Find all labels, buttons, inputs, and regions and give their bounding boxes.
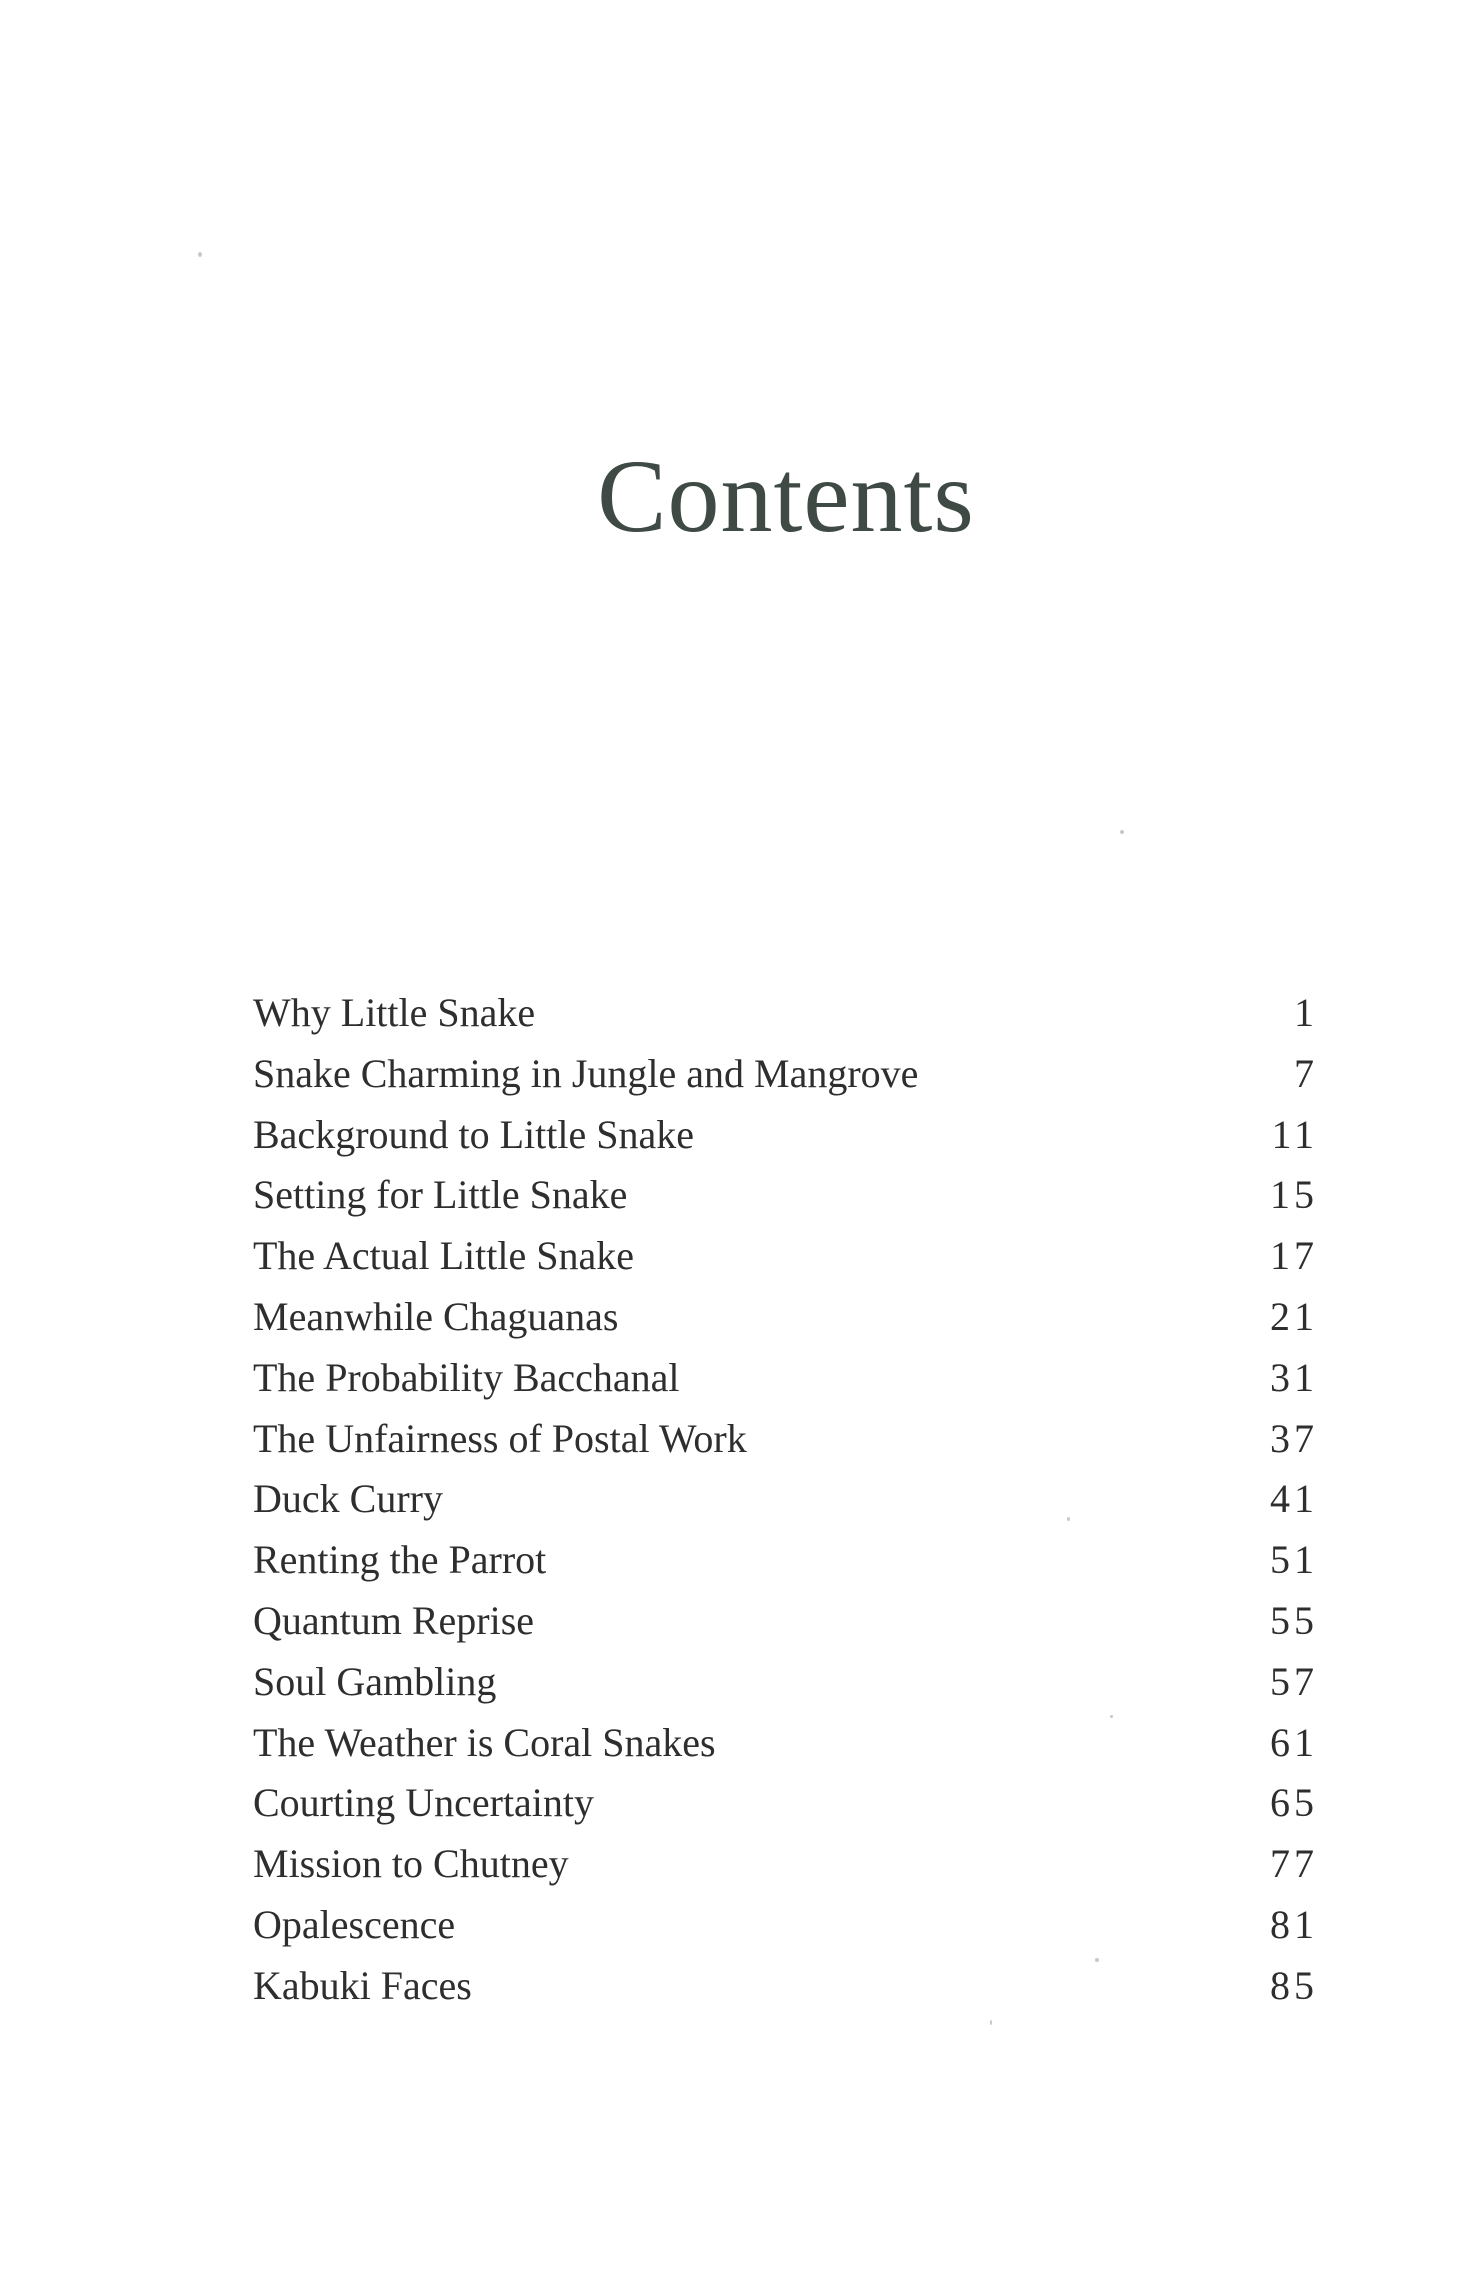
table-of-contents: [253, 983, 1318, 2017]
toc-entry-page: 7: [1294, 1050, 1318, 1096]
toc-entry-page: 31: [1270, 1354, 1318, 1400]
toc-entry-page: 61: [1270, 1719, 1318, 1765]
toc-entry-page: 11: [1271, 1111, 1318, 1157]
toc-entry: [253, 1409, 1318, 1470]
toc-entry-page: 65: [1270, 1780, 1318, 1826]
toc-entry-title: Quantum Reprise: [253, 1597, 535, 1643]
scan-speck: [1120, 830, 1124, 834]
toc-entry-title: Meanwhile Chaguanas: [253, 1293, 619, 1339]
toc-entry: [253, 1652, 1318, 1713]
toc-entry: [253, 983, 1318, 1044]
toc-entry-title: The Weather is Coral Snakes: [253, 1719, 716, 1765]
toc-entry: [253, 1834, 1318, 1895]
toc-entry: [253, 1287, 1318, 1348]
toc-entry: [253, 1895, 1318, 1956]
toc-entry: [253, 1226, 1318, 1287]
toc-entry-title: Mission to Chutney: [253, 1841, 569, 1887]
toc-entry: [253, 1591, 1318, 1652]
toc-entry: [253, 1713, 1318, 1774]
toc-entry-page: 55: [1270, 1597, 1318, 1643]
toc-entry: [253, 1956, 1318, 2017]
toc-entry-title: Renting the Parrot: [253, 1537, 547, 1583]
toc-entry-page: 77: [1270, 1841, 1318, 1887]
toc-entry: [253, 1165, 1318, 1226]
toc-entry-title: Duck Curry: [253, 1476, 443, 1522]
toc-entry-title: Kabuki Faces: [253, 1962, 472, 2008]
toc-entry-title: Snake Charming in Jungle and Mangrove: [253, 1050, 919, 1096]
toc-entry-title: Soul Gambling: [253, 1658, 497, 1704]
scan-speck: [1095, 1958, 1099, 1962]
toc-entry-page: 37: [1270, 1415, 1318, 1461]
toc-entry-page: 21: [1270, 1293, 1318, 1339]
toc-entry-title: Why Little Snake: [253, 990, 536, 1035]
toc-entry-title: Setting for Little Snake: [253, 1172, 628, 1218]
scan-speck: [198, 252, 202, 257]
toc-entry-page: 15: [1270, 1172, 1318, 1218]
toc-entry-title: The Unfairness of Postal Work: [253, 1415, 747, 1461]
scan-speck: [990, 2020, 992, 2025]
toc-entry-page: 1: [1294, 990, 1318, 1035]
toc-entry: [253, 1773, 1318, 1834]
toc-entry: [253, 1530, 1318, 1591]
toc-entry-page: 51: [1270, 1537, 1318, 1583]
page-title: Contents: [597, 439, 975, 554]
toc-entry-page: 17: [1270, 1233, 1318, 1279]
toc-entry-page: 81: [1270, 1901, 1318, 1947]
toc-entry-title: Opalescence: [253, 1901, 456, 1947]
toc-entry-page: 41: [1270, 1476, 1318, 1522]
toc-entry-title: The Actual Little Snake: [253, 1233, 634, 1279]
toc-entry-title: The Probability Bacchanal: [253, 1354, 680, 1400]
toc-entry: [253, 1348, 1318, 1409]
scan-speck: [1110, 1715, 1113, 1718]
toc-entry-page: 57: [1270, 1658, 1318, 1704]
toc-entry: [253, 1105, 1318, 1166]
toc-entry: [253, 1469, 1318, 1530]
toc-entry: [253, 1044, 1318, 1105]
scan-speck: [1067, 1517, 1070, 1521]
toc-entry-page: 85: [1270, 1962, 1318, 2008]
toc-entry-title: Background to Little Snake: [253, 1111, 695, 1157]
toc-entry-title: Courting Uncertainty: [253, 1780, 595, 1826]
